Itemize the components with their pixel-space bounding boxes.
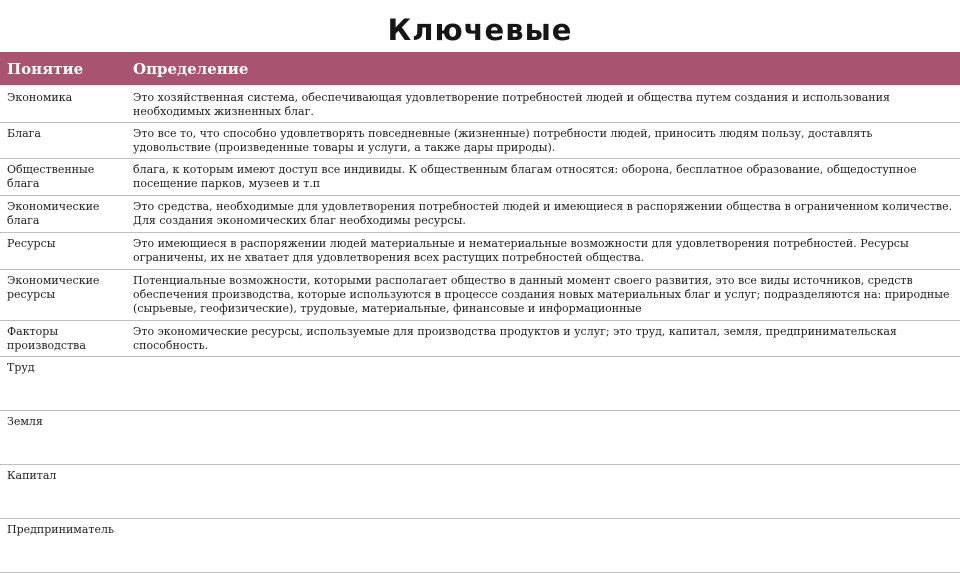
term-cell: Экономика — [0, 86, 126, 123]
definition-cell: Это экономические ресурсы, используемые для производства продуктов и услуг; это труд, капитал, земля, предпринимательская способность. — [126, 321, 960, 357]
definition-cell: Это средства, необходимые для удовлетворения потребностей людей и имеющиеся в распоряжении общества в ограниченном количестве. Для создания экономических благ необходимы ресурсы. — [126, 196, 960, 233]
term-cell: Капитал — [0, 465, 126, 519]
table-row — [0, 411, 960, 465]
definition-cell — [126, 357, 960, 411]
term-cell: Труд — [0, 357, 126, 411]
table-row — [0, 270, 960, 321]
term-cell: Факторы производства — [0, 321, 126, 357]
definition-cell — [126, 411, 960, 465]
term-cell: Ресурсы — [0, 233, 126, 270]
table-row — [0, 233, 960, 270]
table-row — [0, 196, 960, 233]
term-cell: Экономические ресурсы — [0, 270, 126, 321]
table-row — [0, 159, 960, 196]
term-cell: Предприниматель — [0, 519, 126, 573]
table-row — [0, 321, 960, 357]
definition-cell: Это хозяйственная система, обеспечивающая удовлетворение потребностей людей и общества путем создания и использования необходимых жизненных благ. — [126, 86, 960, 123]
table-row — [0, 123, 960, 159]
term-cell: Экономические блага — [0, 196, 126, 233]
definition-cell: блага, к которым имеют доступ все индивиды. К общественным благам относятся: оборона, бесплатное образование, общедоступное посещение парков, музеев и т.п — [126, 159, 960, 196]
definition-cell — [126, 519, 960, 573]
column-header-term: Понятие — [0, 52, 126, 86]
key-terms-table — [0, 52, 960, 573]
table-row — [0, 86, 960, 123]
page-title: Ключевые — [387, 13, 573, 47]
table-row — [0, 519, 960, 573]
definition-cell: Потенциальные возможности, которыми располагает общество в данный момент своего развития, это все виды источников, средств обеспечения производства, которые используются в процессе создания новых материальных благ и услуг; подразделяются на: природные (сырьевые, геофизические), трудовые, материальные, финансовые и информационные — [126, 270, 960, 321]
definition-cell — [126, 465, 960, 519]
table-row — [0, 357, 960, 411]
column-header-definition: Определение — [126, 52, 960, 86]
term-cell: Блага — [0, 123, 126, 159]
table-header-row — [0, 52, 960, 86]
term-cell: Общественные блага — [0, 159, 126, 196]
table-row — [0, 465, 960, 519]
definition-cell: Это все то, что способно удовлетворять повседневные (жизненные) потребности людей, приносить людям пользу, доставлять удовольствие (произведенные товары и услуги, а также дары природы). — [126, 123, 960, 159]
definition-cell: Это имеющиеся в распоряжении людей материальные и нематериальные возможности для удовлетворения потребностей. Ресурсы ограничены, их не хватает для удовлетворения всех растущих потребностей общества. — [126, 233, 960, 270]
term-cell: Земля — [0, 411, 126, 465]
